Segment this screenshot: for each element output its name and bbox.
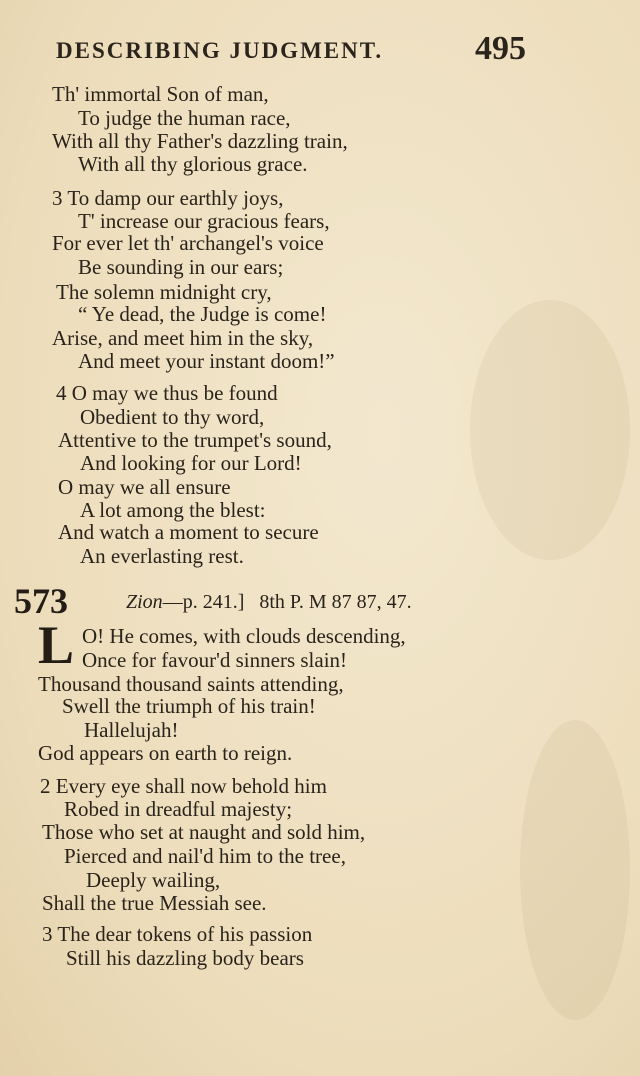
- hymn-line: Shall the true Messiah see.: [42, 891, 267, 915]
- hymn-line: Once for favour'd sinners slain!: [82, 648, 348, 672]
- hymn-tune: Zion: [126, 591, 163, 613]
- verse-line: Arise, and meet him in the sky,: [52, 326, 314, 350]
- hymn-line: Hallelujah!: [84, 718, 179, 742]
- verse-line: The solemn midnight cry,: [56, 280, 272, 304]
- page-number: 495: [475, 30, 526, 67]
- hymn-line: 2 Every eye shall now behold him: [40, 774, 327, 798]
- hymn-line: 3 The dear tokens of his passion: [42, 922, 313, 946]
- verse-line: To judge the human race,: [78, 106, 291, 130]
- verse-line: O may we all ensure: [58, 475, 231, 499]
- verse-line: Obedient to thy word,: [80, 405, 265, 429]
- verse-line: And meet your instant doom!”: [78, 349, 335, 373]
- hymn-meter: 8th P. M 87 87, 47.: [259, 591, 412, 613]
- verse-line: A lot among the blest:: [80, 498, 266, 522]
- verse-line: T' increase our gracious fears,: [78, 209, 330, 233]
- verse-line: With all thy Father's dazzling train,: [52, 129, 348, 153]
- hymn-number: 573: [14, 581, 68, 621]
- hymn-line: Thousand thousand saints attending,: [38, 672, 344, 696]
- hymn-line: Swell the triumph of his train!: [62, 694, 316, 718]
- running-head: DESCRIBING JUDGMENT.: [56, 38, 384, 63]
- page-stain: [520, 720, 630, 1020]
- hymn-line: Still his dazzling body bears: [66, 946, 304, 970]
- hymn-meta: [126, 591, 412, 614]
- verse-line: For ever let th' archangel's voice: [52, 231, 324, 255]
- verse-line: Attentive to the trumpet's sound,: [58, 428, 332, 452]
- hymn-line: God appears on earth to reign.: [38, 741, 293, 765]
- hymn-tune-ref: —p. 241.]: [162, 591, 245, 613]
- verse-line: 4 O may we thus be found: [56, 381, 278, 405]
- verse-line: Th' immortal Son of man,: [52, 82, 269, 106]
- verse-line: An everlasting rest.: [80, 544, 244, 568]
- page-header: [56, 30, 526, 70]
- verse-line: And looking for our Lord!: [80, 451, 302, 475]
- hymn-line: Those who set at naught and sold him,: [42, 820, 366, 844]
- hymn-line: Deeply wailing,: [86, 868, 221, 892]
- verse-line: Be sounding in our ears;: [78, 255, 284, 279]
- drop-cap: L: [38, 615, 75, 675]
- hymn-line: Robed in dreadful majesty;: [64, 797, 293, 821]
- hymn-line: O! He comes, with clouds descending,: [82, 624, 406, 648]
- hymn-line: Pierced and nail'd him to the tree,: [64, 844, 346, 868]
- page-stain: [470, 300, 630, 560]
- verse-line: And watch a moment to secure: [58, 520, 319, 544]
- verse-line: With all thy glorious grace.: [78, 152, 308, 176]
- verse-line: 3 To damp our earthly joys,: [52, 186, 284, 210]
- verse-line: “ Ye dead, the Judge is come!: [78, 302, 327, 326]
